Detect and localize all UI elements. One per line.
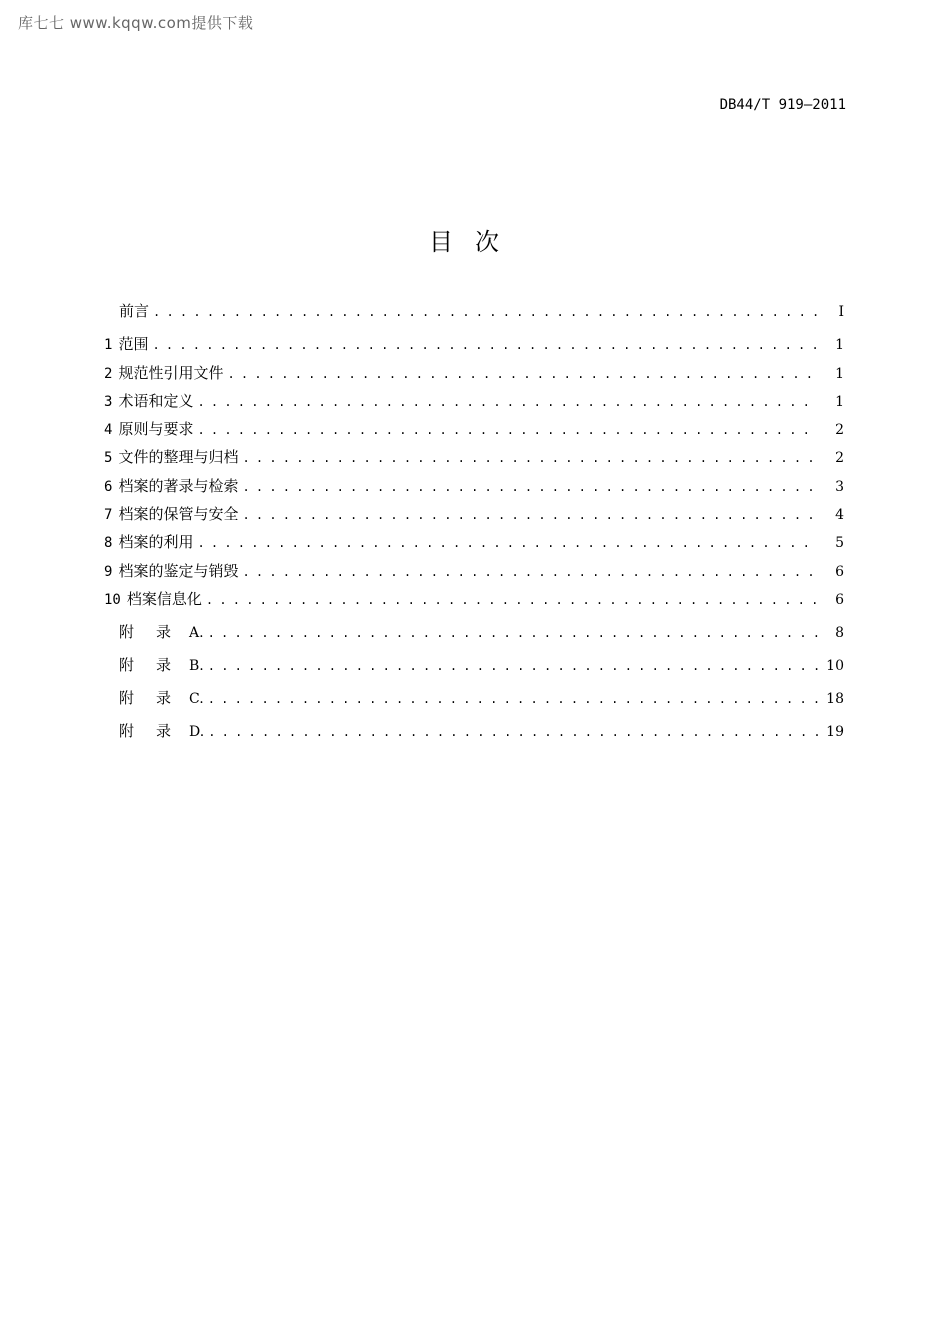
dot-leader (208, 626, 818, 640)
toc-label: 前言 (119, 302, 150, 320)
toc-entry-section-4[interactable] (104, 418, 844, 446)
toc-page-number: 3 (835, 478, 844, 495)
dot-leader (153, 305, 818, 319)
toc-label: 原则与要求 (118, 420, 194, 439)
toc-section-number: 6 (104, 478, 113, 495)
toc-label: 档案的保管与安全 (118, 505, 239, 524)
appendix-letter: A. (189, 625, 204, 642)
toc-title: 目次 (429, 228, 521, 256)
dot-leader (208, 692, 818, 706)
toc-page-number: 1 (835, 365, 844, 382)
toc-section-number: 9 (104, 563, 113, 580)
toc-page-number: 2 (835, 450, 844, 467)
toc-page-number: 6 (835, 591, 844, 608)
dot-leader (197, 395, 818, 409)
appendix-letter: B. (189, 658, 204, 675)
toc-entry-section-2[interactable] (104, 362, 844, 390)
toc-page-number: 19 (826, 724, 844, 741)
toc-entry-appendix-c[interactable] (104, 687, 844, 720)
toc-label: 范围 (118, 335, 149, 354)
appendix-word: 附录 (119, 623, 194, 642)
appendix-letter: C. (189, 691, 204, 708)
watermark-text: 库七七 www.kqqw.com提供下载 (18, 14, 254, 32)
toc-label: 档案信息化 (126, 589, 202, 608)
dot-leader (242, 451, 818, 465)
toc-entry-appendix-d[interactable] (104, 720, 844, 753)
dot-leader (227, 367, 818, 381)
appendix-word: 附录 (119, 722, 194, 741)
toc-section-number: 1 (104, 337, 113, 354)
toc-page-number: I (838, 304, 844, 320)
toc-label: 规范性引用文件 (118, 363, 224, 382)
toc-entry-appendix-a[interactable] (104, 621, 844, 654)
toc-section-number: 4 (104, 422, 113, 439)
toc-section-number: 5 (104, 450, 113, 467)
appendix-letter: D. (189, 724, 205, 741)
dot-leader (197, 536, 818, 550)
toc-label: 术语和定义 (118, 391, 194, 410)
toc-entry-section-5[interactable] (104, 446, 844, 474)
document-code: DB44/T 919—2011 (719, 97, 846, 113)
toc-page-number: 6 (835, 563, 844, 580)
toc-label: 档案的鉴定与销毁 (118, 561, 239, 580)
toc-page-number: 1 (835, 393, 844, 410)
dot-leader (208, 659, 818, 673)
dot-leader (206, 593, 818, 607)
toc-section-number: 3 (104, 393, 113, 410)
toc-entry-section-7[interactable] (104, 503, 844, 531)
toc-page-number: 18 (826, 691, 844, 708)
dot-leader (197, 423, 818, 437)
toc-section-number: 7 (104, 507, 113, 524)
toc-entry-foreword[interactable] (104, 300, 844, 328)
dot-leader (152, 338, 818, 352)
toc-entry-section-3[interactable] (104, 390, 844, 418)
toc-entry-section-10[interactable] (104, 588, 844, 616)
toc-label: 文件的整理与归档 (118, 448, 239, 467)
toc-page-number: 1 (835, 337, 844, 354)
dot-leader (208, 725, 818, 739)
toc-page-number: 5 (835, 535, 844, 552)
toc-entry-section-6[interactable] (104, 475, 844, 503)
dot-leader (242, 480, 818, 494)
appendix-word: 附录 (119, 656, 194, 675)
toc-page-number: 2 (835, 422, 844, 439)
toc-page-number: 8 (835, 625, 844, 642)
dot-leader (242, 565, 818, 579)
toc-entry-section-8[interactable] (104, 531, 844, 559)
toc-section-number: 10 (104, 591, 121, 608)
toc-page-number: 10 (826, 658, 844, 675)
table-of-contents (104, 300, 844, 753)
toc-entry-section-1[interactable] (104, 333, 844, 361)
appendix-word: 附录 (119, 689, 194, 708)
toc-section-number: 8 (104, 535, 113, 552)
dot-leader (242, 508, 818, 522)
toc-label: 档案的利用 (118, 533, 194, 552)
toc-label: 档案的著录与检索 (118, 476, 239, 495)
toc-page-number: 4 (835, 507, 844, 524)
toc-section-number: 2 (104, 365, 113, 382)
toc-entry-appendix-b[interactable] (104, 654, 844, 687)
toc-entry-section-9[interactable] (104, 560, 844, 588)
